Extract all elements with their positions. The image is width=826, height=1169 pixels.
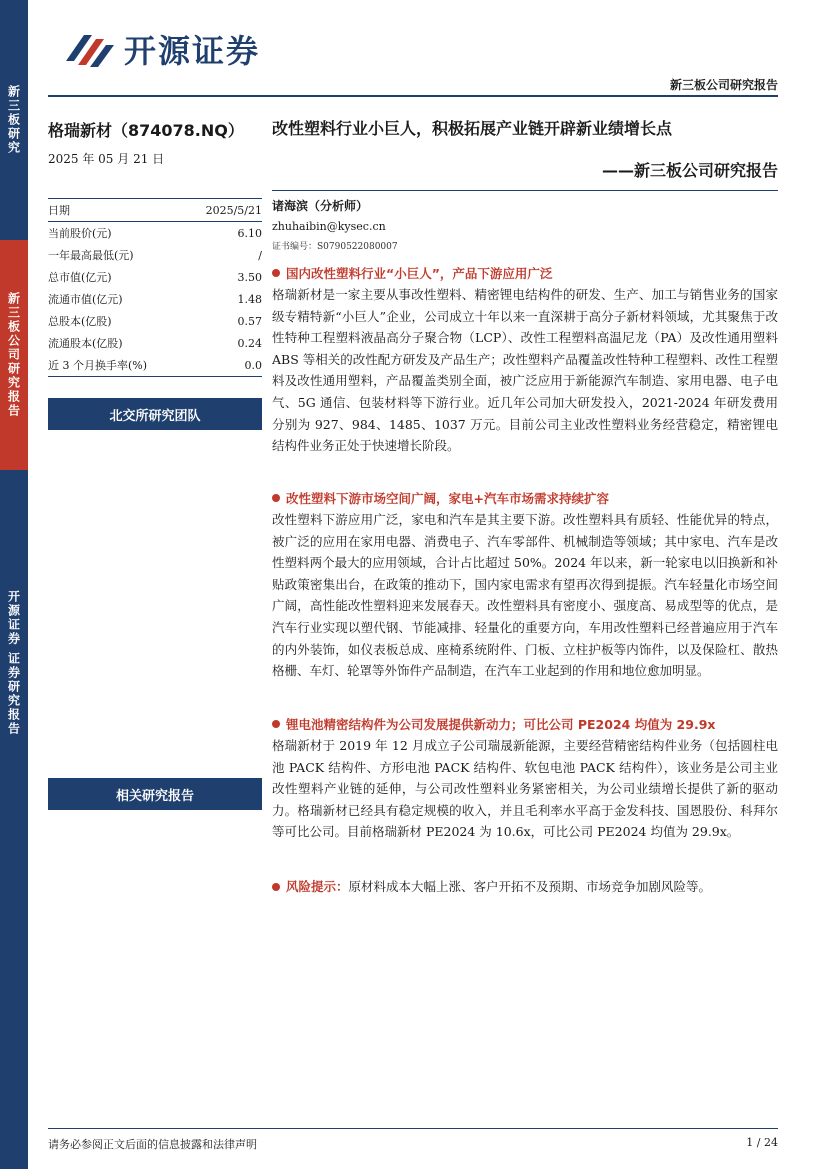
row-value: 0.24	[237, 336, 262, 350]
section-body: 改性塑料下游应用广泛，家电和汽车是其主要下游。改性塑料具有质轻、性能优异的特点，被广泛的应用在家用电器、消费电子、汽车零部件、机械制造等领域；其中家电、汽车是改性塑料两个最大的应用领域，合计占比超过 50%。2024 年以来，新一轮家电以旧换新和补贴政策密集出台，在政策的推动下，国内家电需求有望再次得到提振。汽车轻量化市场空间广阔，高性能改性塑料迎来发展春天。改性塑料具有密度小、强度高、易成型等的优点，是汽车行业实现以塑代钢、节能减排、轻量化的重要方向，车用改性塑料已经普遍应用于汽车的内外装饰，如仪表板总成、座椅系统附件、门板、立柱护板等内饰件，以及保险杠、散热格栅、车灯、轮罩等外饰件产品制造，在汽车工业起到的作用和地位愈加明显。	[272, 512, 778, 679]
analyst-email[interactable]: zhuhaibin@kysec.cn	[272, 220, 386, 233]
table-row	[48, 332, 262, 354]
section-heading	[272, 487, 778, 509]
section-heading	[272, 262, 778, 284]
side-tab-neeq-research	[0, 0, 28, 240]
row-value: 0.0	[184, 354, 262, 377]
side-tab-company-report	[0, 240, 28, 470]
row-value: 6.10	[237, 226, 262, 240]
row-label: 一年最高最低(元)	[48, 249, 134, 262]
section-body: 格瑞新材是一家主要从事改性塑料、精密锂电结构件的研发、生产、加工与销售业务的国家级专精特新“小巨人”企业，公司成立十年以来一直深耕于高分子新材料领域，尤其聚焦于改性特种工程塑料液晶高分子聚合物（LCP）、改性工程塑料高温尼龙（PA）及改性通用塑料 ABS 等相关的改性配方研发及产品生产；改性塑料产品覆盖改性特种工程塑料、改性工程塑料及改性通用塑料，产品覆盖类别全面，被广泛应用于新能源汽车制造、家用电器、电子电气、5G 通信、包装材料等下游行业。近几年公司加大研发投入，2021-2024 年研发费用分别为 927、984、1485、1037 万元。目前公司主业改性塑料业务经营稳定，精密锂电结构件业务正处于快速增长阶段。	[272, 287, 778, 454]
table-row	[48, 288, 262, 310]
section-heading-text: 改性塑料下游市场空间广阔，家电+汽车市场需求持续扩容	[286, 491, 609, 506]
section-3	[272, 713, 778, 843]
report-date: 2025 年 05 月 21 日	[48, 152, 165, 166]
brand-logo	[62, 26, 260, 72]
section-body: 格瑞新材于 2019 年 12 月成立子公司瑞晟新能源，主要经营精密结构件业务（包括圆柱电池 PACK 结构件、方形电池 PACK 结构件、软包电池 PACK 结构件），该业务是公司主业改性塑料产业链的延伸，与公司改性塑料业务紧密相关，为公司业绩增长提供了新的驱动力。格瑞新材已经具有稳定规模的收入，并且毛利率水平高于金发科技、国恩股份、科拜尔等可比公司。目前格瑞新材 PE2024 为 10.6x，可比公司 PE2024 均值为 29.9x。	[272, 738, 778, 840]
bullet-icon	[272, 720, 280, 728]
side-strip	[0, 0, 28, 1169]
section-heading	[272, 713, 778, 735]
logo-wordmark: 开源证券	[124, 32, 261, 70]
risk-note	[272, 876, 778, 898]
page-number: 1 / 24	[746, 1136, 778, 1149]
bullet-icon	[272, 269, 280, 277]
row-value: 1.48	[237, 292, 262, 306]
row-label: 总股本(亿股)	[48, 315, 112, 328]
risk-label: 风险提示：	[286, 879, 349, 894]
company-name: 格瑞新材（874078.NQ）	[48, 121, 244, 140]
logo-mark-icon	[62, 27, 118, 71]
risk-text: 原材料成本大幅上涨、客户开拓不及预期、市场竞争加剧风险等。	[348, 879, 712, 894]
header-divider	[48, 95, 778, 97]
bullet-icon	[272, 494, 280, 502]
bullet-icon	[272, 883, 280, 891]
footer-disclaimer: 请务必参阅正文后面的信息披露和法律声明	[48, 1138, 257, 1151]
table-header-label: 日期	[48, 199, 184, 222]
row-value: 3.50	[237, 270, 262, 284]
section-1	[272, 262, 778, 457]
row-label: 流通市值(亿元)	[48, 293, 123, 306]
stock-data-table	[48, 198, 262, 377]
row-value: 0.57	[237, 314, 262, 328]
research-team-panel[interactable]: 北交所研究团队	[48, 398, 262, 430]
side-tab-broker	[0, 470, 28, 1169]
table-row	[48, 266, 262, 288]
row-label: 总市值(亿元)	[48, 271, 112, 284]
report-title: 改性塑料行业小巨人，积极拓展产业链开辟新业绩增长点	[272, 119, 673, 138]
table-row	[48, 222, 262, 245]
risk-section	[272, 876, 778, 898]
table-row	[48, 244, 262, 266]
row-label: 近 3 个月换手率(%)	[48, 354, 184, 377]
report-type-header: 新三板公司研究报告	[669, 78, 778, 92]
report-subtitle: ——新三板公司研究报告	[601, 161, 778, 180]
side-tab-label: 开源证券 证券研究报告	[6, 590, 21, 737]
table-header-value: 2025/5/21	[184, 199, 262, 222]
row-label: 当前股价(元)	[48, 227, 112, 240]
side-tab-label: 新三板研究	[6, 85, 21, 155]
table-row	[48, 354, 262, 377]
analyst-name: 诸海滨（分析师）	[272, 199, 369, 213]
row-value: /	[258, 248, 262, 262]
related-reports-panel[interactable]: 相关研究报告	[48, 778, 262, 810]
footer-divider	[48, 1128, 778, 1129]
section-2	[272, 487, 778, 682]
table-row	[48, 310, 262, 332]
table-header-row	[48, 199, 262, 222]
section-heading-text: 锂电池精密结构件为公司发展提供新动力；可比公司 PE2024 均值为 29.9x	[286, 717, 716, 732]
section-heading-text: 国内改性塑料行业“小巨人”，产品下游应用广泛	[286, 266, 553, 281]
analyst-certificate: 证书编号：S0790522080007	[272, 242, 398, 252]
row-label: 流通股本(亿股)	[48, 337, 123, 350]
side-tab-label: 新三板公司研究报告	[6, 292, 21, 418]
analyst-divider	[272, 190, 778, 191]
